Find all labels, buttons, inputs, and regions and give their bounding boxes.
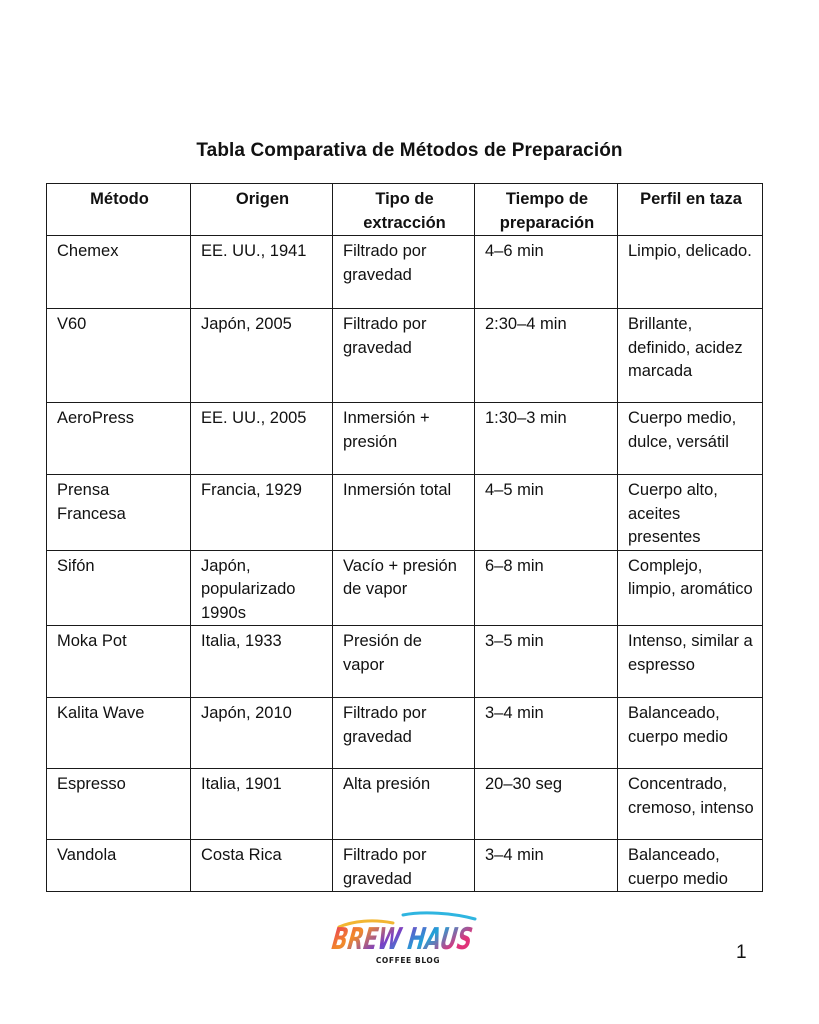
cell-tiempo: 20–30 seg [475,769,618,840]
cell-metodo: Sifón [47,550,191,626]
cell-tipo: Filtrado por gravedad [333,698,475,769]
cell-origen: Japón, 2010 [191,698,333,769]
comparison-table [46,183,763,892]
cell-metodo: V60 [47,309,191,403]
logo-wordmark: BREW HAUS [329,922,538,957]
cell-tiempo: 3–4 min [475,840,618,892]
table-header-row [47,184,763,236]
table-row [47,403,763,475]
page-number: 1 [736,942,747,963]
table-row [47,698,763,769]
header-perfil-taza: Perfil en taza [618,184,763,236]
cell-origen: Japón, 2005 [191,309,333,403]
cell-origen: EE. UU., 2005 [191,403,333,475]
cell-tiempo: 1:30–3 min [475,403,618,475]
table-row [47,626,763,698]
cell-tiempo: 2:30–4 min [475,309,618,403]
cell-tipo: Vacío + presión de vapor [333,550,475,626]
cell-origen: Francia, 1929 [191,475,333,551]
cell-tiempo: 6–8 min [475,550,618,626]
cell-metodo: Kalita Wave [47,698,191,769]
cell-tipo: Presión de vapor [333,626,475,698]
table-row [47,236,763,309]
cell-perfil: Cuerpo alto, aceites presentes [618,475,763,551]
cell-origen: Costa Rica [191,840,333,892]
cell-metodo: Espresso [47,769,191,840]
cell-perfil: Cuerpo medio, dulce, versátil [618,403,763,475]
cell-origen: EE. UU., 1941 [191,236,333,309]
cell-origen: Italia, 1933 [191,626,333,698]
cell-tipo: Inmersión total [333,475,475,551]
cell-tipo: Filtrado por gravedad [333,236,475,309]
cell-tipo: Alta presión [333,769,475,840]
header-tiempo-preparacion: Tiempo de preparación [475,184,618,236]
cell-perfil: Limpio, delicado. [618,236,763,309]
cell-origen: Japón, popularizado 1990s [191,550,333,626]
cell-metodo: Prensa Francesa [47,475,191,551]
header-metodo: Método [47,184,191,236]
cell-tiempo: 3–5 min [475,626,618,698]
cell-metodo: Chemex [47,236,191,309]
logo-tagline: COFFEE BLOG [375,956,441,965]
header-tipo-extraccion: Tipo de extracción [333,184,475,236]
table-row [47,475,763,551]
cell-tiempo: 3–4 min [475,698,618,769]
cell-perfil: Complejo, limpio, aromático [618,550,763,626]
table-row [47,309,763,403]
cell-tiempo: 4–5 min [475,475,618,551]
cell-metodo: Vandola [47,840,191,892]
cell-perfil: Intenso, similar a espresso [618,626,763,698]
brew-haus-logo [329,905,538,967]
table-row [47,550,763,626]
cell-perfil: Concentrado, cremoso, intenso [618,769,763,840]
table-row [47,840,763,892]
cell-tipo: Filtrado por gravedad [333,840,475,892]
header-origen: Origen [191,184,333,236]
cell-origen: Italia, 1901 [191,769,333,840]
cell-perfil: Balanceado, cuerpo medio [618,698,763,769]
cell-metodo: AeroPress [47,403,191,475]
cell-tiempo: 4–6 min [475,236,618,309]
cell-perfil: Brillante, definido, acidez marcada [618,309,763,403]
table-row [47,769,763,840]
cell-tipo: Filtrado por gravedad [333,309,475,403]
cell-tipo: Inmersión + presión [333,403,475,475]
cell-metodo: Moka Pot [47,626,191,698]
page-title: Tabla Comparativa de Métodos de Preparación [196,140,623,161]
cell-perfil: Balanceado, cuerpo medio [618,840,763,892]
